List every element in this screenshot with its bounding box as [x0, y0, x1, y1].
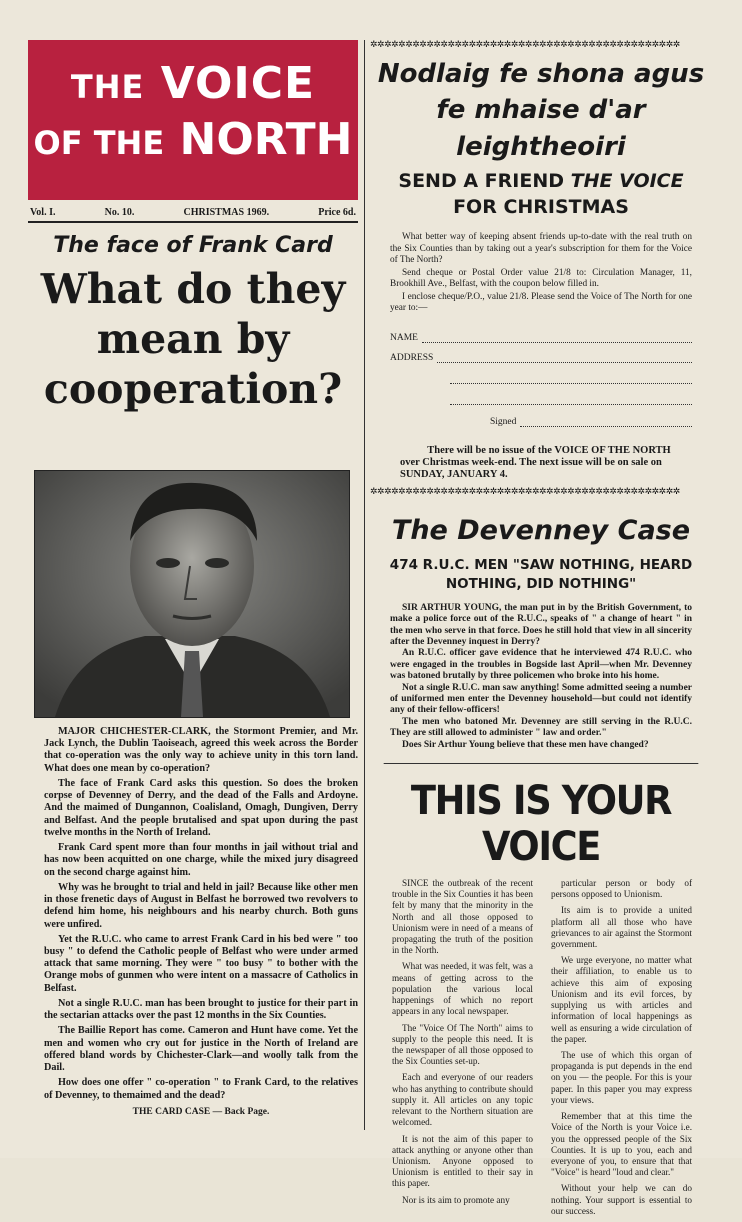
masthead-voice: VOICE [160, 58, 316, 109]
address-field-line[interactable] [450, 363, 692, 384]
your-voice-column-1 [392, 878, 533, 1222]
subscription-paragraph: What better way of keeping absent friends up-to-date with the real truth on the Six Counties than by taking out a year's subscription for them for the Voice of The North? [390, 232, 692, 265]
issue-volume: Vol. I. [30, 207, 56, 218]
your-voice-column-2 [551, 878, 692, 1222]
issue-date: CHRISTMAS 1969. [183, 207, 270, 218]
ornament-border-middle: ✲✲✲✲✲✲✲✲✲✲✲✲✲✲✲✲✲✲✲✲✲✲✲✲✲✲✲✲✲✲✲✲✲✲✲✲✲✲✲✲✲✲✲✲ [370, 485, 680, 496]
devenney-sub-line: 474 R.U.C. MEN "SAW NOTHING, HEARD [389, 556, 693, 573]
your-voice-paragraph: SINCE the outbreak of the recent trouble in the Six Counties it has been felt by many that the minority in the North and all those opposed to Unionism were in need of a means of propagating the truth of the position in the North. [392, 877, 533, 956]
lead-headline: What do they mean by cooperation? [40, 265, 346, 414]
notice-line: There will be no issue of the VOICE OF THE NORTH [427, 444, 671, 456]
continued-note: THE CARD CASE — Back Page. [132, 1106, 270, 1117]
your-voice-paragraph: What was needed, it was felt, was a means of getting across to the population the various local happenings of which no report appears in any local newspaper. [392, 961, 533, 1017]
your-voice-paragraph: Each and everyone of our readers who has anything to contribute should supply it. All articles on any topic relevant to the Northern situation are welcomed. [392, 1072, 533, 1128]
masthead-north: NORTH [179, 114, 353, 165]
subscription-headline [370, 169, 712, 220]
subscription-coupon [390, 323, 692, 427]
issue-number: No. 10. [104, 207, 135, 218]
address-field-line[interactable] [450, 384, 692, 405]
devenney-subheadline [370, 556, 712, 595]
issue-price: Price 6d. [318, 207, 356, 218]
subscription-text [390, 232, 692, 314]
address-label: ADDRESS [390, 352, 434, 363]
your-voice-paragraph: It is not the aim of this paper to attack anything or anyone other than Unionism. Anyone opposed to Unionism is entitled to their say in this paper. [392, 1133, 533, 1189]
subscription-paragraph: I enclose cheque/P.O., value 21/8. Please send the Voice of The North for one year to:— [390, 292, 692, 314]
signature-field[interactable] [520, 416, 692, 427]
your-voice-body [392, 878, 692, 1222]
lead-paragraph: The Baillie Report has come. Cameron and Hunt have come. Yet the men and women who cry out for justice in the North of Ireland are offered bland words by Chichester-Clark—and woolly talk from the Dail. [44, 1025, 358, 1074]
name-label: NAME [390, 332, 418, 343]
masthead-the: THE [70, 68, 145, 106]
greeting-line: fe mhaise d'ar [436, 95, 646, 126]
column-rule [364, 40, 365, 1130]
right-column [370, 38, 712, 1222]
devenney-headline: The Devenney Case [391, 514, 691, 546]
devenney-paragraph: The men who batoned Mr. Devenney are still serving in the R.U.C. They are still allowed to administer " law and order." [390, 716, 692, 739]
your-voice-paragraph: We urge everyone, no matter what their affiliation, to enable us to achieve this aim of exposing Unionism and its evil forces, by supplying us with articles and information of local happenings as well as ensuring a wide circulation of the paper. [551, 955, 692, 1044]
left-column [28, 40, 358, 414]
address-field[interactable] [437, 352, 692, 363]
lead-article-body [44, 726, 358, 1121]
masthead-of-the: OF THE [33, 124, 165, 162]
lead-paragraph: Why was he brought to trial and held in jail? Because like other men in those frenetic days of August in Belfast he borrowed two revolvers to defend him home, his neighbours and his nearby church. Both guns were unfired. [44, 881, 358, 930]
no-issue-notice [400, 445, 698, 481]
ornament-border-top: ✲✲✲✲✲✲✲✲✲✲✲✲✲✲✲✲✲✲✲✲✲✲✲✲✲✲✲✲✲✲✲✲✲✲✲✲✲✲✲✲✲✲✲✲ [370, 39, 680, 49]
your-voice-paragraph: Its aim is to provide a united platform all all those who have grievances to air against the Stormont government. [551, 905, 692, 950]
your-voice-paragraph: particular person or body of persons opposed to Unionism. [551, 877, 692, 900]
christmas-greeting [370, 56, 712, 165]
lead-paragraph: The face of Frank Card asks this question. So does the broken corpse of Devenney of Derry, and the dead of the Falls and Ardoyne. And the maimed of Dungannon, Coalisland, Omagh, Dungiven, Derry and Belfast. And the people brutalised and spat upon during the past twelve months in the North of Ireland. [44, 777, 358, 838]
your-voice-headline: THIS IS YOUR VOICE [384, 763, 699, 870]
lead-paragraph: MAJOR CHICHESTER-CLARK, the Stormont Premier, and Mr. Jack Lynch, the Dublin Taoiseach, agreed this week across the Border that co-operation was the only way to achieve unity in this torn land. What does one mean by co-operation? [44, 726, 358, 774]
devenney-paragraph: Not a single R.U.C. man saw anything! Some admitted seeing a number of uniformed men enter the Devenney household—but could not identify any of their fellow-officers! [390, 682, 692, 716]
your-voice-paragraph: Without your help we can do nothing. Your support is essential to our success. [551, 1183, 692, 1216]
lead-paragraph: Not a single R.U.C. man has been brought to justice for their part in the sectarian attacks over the past 12 months in the Six Counties. [44, 997, 358, 1022]
your-voice-paragraph: The "Voice Of The North" aims to supply to the people this need. It is the newspaper of all those opposed to the Six Counties set-up. [392, 1022, 533, 1067]
subscription-head-part: SEND A FRIEND [398, 170, 564, 193]
greeting-line: Nodlaig fe shona agus [377, 59, 705, 89]
subscription-paragraph: Send cheque or Postal Order value 21/8 to: Circulation Manager, 11, Brookhill Ave., Belfast, with the coupon below filled in. [390, 267, 692, 290]
devenney-body [390, 603, 692, 751]
notice-line: over Christmas week-end. The next issue will be on sale on SUNDAY, JANUARY 4. [400, 456, 662, 480]
issue-line [28, 200, 358, 223]
name-field[interactable] [422, 332, 692, 343]
lead-kicker: The face of Frank Card [53, 233, 333, 258]
your-voice-paragraph: Nor is its aim to promote any [402, 1194, 510, 1205]
devenney-sub-line: NOTHING, DID NOTHING" [445, 576, 637, 593]
signed-label: Signed [490, 416, 517, 427]
subscription-head-part: FOR CHRISTMAS [453, 195, 629, 218]
devenney-paragraph: An R.U.C. officer gave evidence that he interviewed 474 R.U.C. who were engaged in the troubles in Bogside last April—when Mr. Devenney was batoned brutally by three policemen who broke into his home. [390, 648, 692, 682]
devenney-paragraph: Does Sir Arthur Young believe that these men have changed? [402, 739, 649, 750]
your-voice-paragraph: The use of which this organ of propaganda is put depends in the end on you — the people. For this is your paper. In this paper you may express your views. [551, 1050, 692, 1105]
greeting-line: leightheoiri [456, 131, 626, 162]
lead-paragraph: Frank Card spent more than four months in jail without trial and has now been acquitted on one charge, while the mixed jury disagreed on the second charge against him. [44, 842, 358, 878]
lead-paragraph: Yet the R.U.C. who came to arrest Frank Card in his bed were " too busy " to defend the Catholic people of Belfast who were under armed attack that same morning. They were " too busy " to bother with the Orange mobs of gunmen who were intent on a massacre of Catholics in Belfast. [44, 933, 358, 994]
devenney-paragraph: SIR ARTHUR YOUNG, the man put in by the British Government, to make a police force out of the R.U.C., speaks of " a change of heart " in the men who serve in that force. Does he still hold that view in all sincerity after the Devenney inquest in Derry? [390, 602, 692, 648]
portrait-photo [34, 470, 350, 718]
lead-paragraph: How does one offer " co-operation " to Frank Card, to the relatives of Devenney, to themaimed and the dead? [44, 1077, 358, 1101]
your-voice-paragraph: Remember that at this time the Voice of the North is your Voice i.e. you the oppressed people of the Six Counties. It is up to you, each and everyone of you, to ensure that that "Voice" is heard "loud and clear." [551, 1111, 692, 1178]
masthead [28, 40, 358, 200]
subscription-head-italic: THE VOICE [570, 170, 684, 193]
